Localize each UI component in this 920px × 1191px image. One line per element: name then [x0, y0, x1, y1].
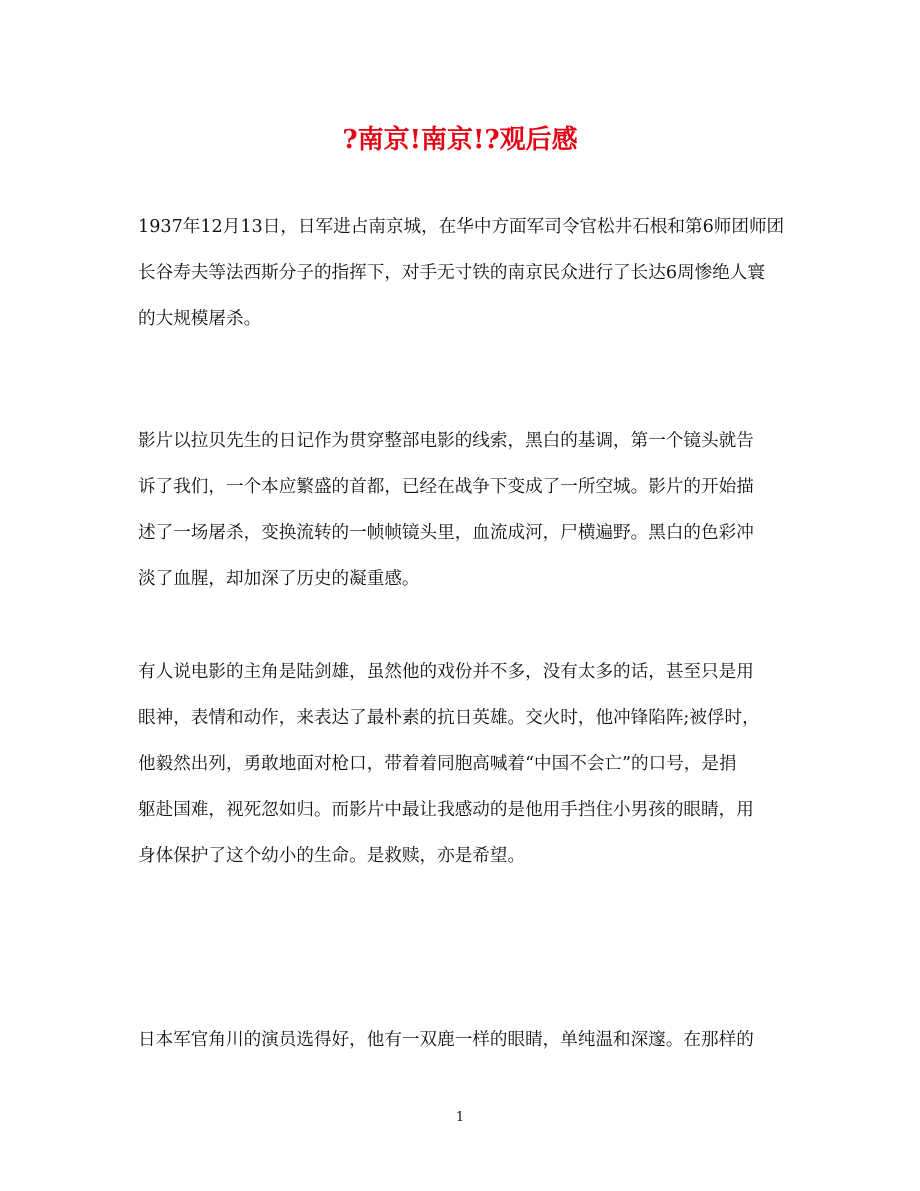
text-line: 诉了我们，一个本应繁盛的首都，已经在战争下变成了一所空城。影片的开始描 — [138, 477, 754, 497]
paragraph-3 — [138, 649, 798, 879]
text-line: 身体保护了这个幼小的生命。是救赎，亦是希望。 — [138, 846, 526, 866]
text-line: 日本军官角川的演员选得好，他有一双鹿一样的眼睛，单纯温和深邃。在那样的 — [138, 1030, 754, 1050]
document-title: ?南京!南京!?观后感 — [342, 125, 578, 155]
text-line: 淡了血腥，却加深了历史的凝重感。 — [138, 569, 420, 589]
paragraph-1 — [138, 204, 798, 342]
paragraph-2 — [138, 418, 798, 602]
page-number: 1 — [455, 1110, 465, 1125]
text-line: 的大规模屠杀。 — [138, 309, 262, 329]
text-line: 述了一场屠杀，变换流转的一帧帧镜头里，血流成河，尸横遍野。黑白的色彩冲 — [138, 523, 754, 543]
text-line: 1937年12月13日，日军进占南京城，在华中方面军司令官松井石根和第6师团师团 — [138, 217, 785, 237]
text-line: 他毅然出列，勇敢地面对枪口，带着着同胞高喊着“中国不会亡”的口号，是捐 — [138, 754, 737, 774]
text-line: 躯赴国难，视死忽如归。而影片中最让我感动的是他用手挡住小男孩的眼睛，用 — [138, 800, 754, 820]
paragraph-4 — [138, 1017, 798, 1063]
text-line: 长谷寿夫等法西斯分子的指挥下，对手无寸铁的南京民众进行了长达6周惨绝人寰 — [138, 263, 765, 283]
text-line: 影片以拉贝先生的日记作为贯穿整部电影的线索，黑白的基调，第一个镜头就告 — [138, 431, 754, 451]
text-line: 有人说电影的主角是陆剑雄，虽然他的戏份并不多，没有太多的话，甚至只是用 — [138, 662, 754, 682]
text-line: 眼神，表情和动作，来表达了最朴素的抗日英雄。交火时，他冲锋陷阵;被俘时， — [138, 708, 760, 728]
